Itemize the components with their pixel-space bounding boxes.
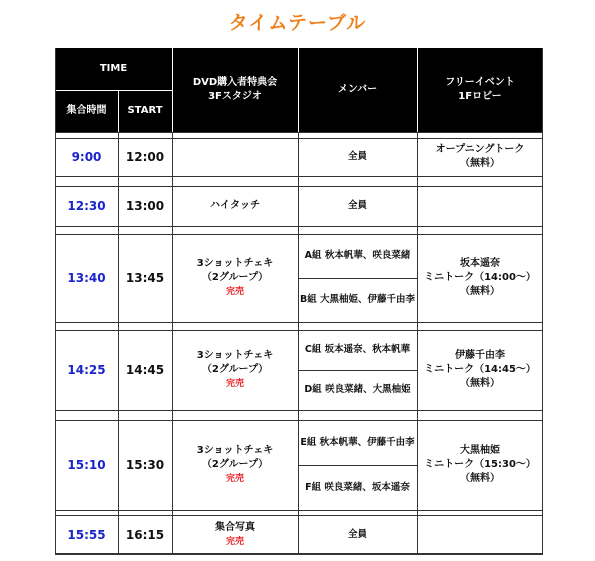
free-event-text: ミニトーク（14:45〜） [424,364,536,375]
member-group: C組 坂本遥奈、秋本帆華 [304,344,411,355]
header-start [118,90,172,132]
free-event-text: （無料） [460,378,500,389]
start-time: 13:00 [125,199,165,213]
member-group: E組 秋本帆華、伊藤千由李 [300,436,415,448]
header-shugo [55,90,118,132]
dvd-event-cell [172,330,298,410]
row-spacer-line [55,410,543,411]
gather-time-cell [55,138,118,176]
row-spacer-line [55,322,543,323]
gather-time: 15:10 [67,458,106,472]
start-time: 15:30 [125,458,165,472]
free-event-cell [417,186,543,226]
dvd-event-text: 集合写真 [215,521,255,533]
start-time-cell [118,420,172,510]
dvd-event-text: （2グループ） [201,364,269,375]
dvd-event-text: 3ショットチェキ [196,350,274,361]
header-free [417,48,543,132]
page-title: タイムテーブル [228,12,367,34]
dvd-event-cell [172,420,298,510]
header-free-venue: 1Fロビー [458,91,502,102]
free-event-text: 坂本遥奈 [460,258,500,269]
dvd-event-text: ハイタッチ [210,200,260,211]
member-all: 全員 [347,200,367,211]
row-spacer-line [55,132,543,133]
free-event-text: （無料） [460,473,500,484]
free-event-text: オープニングトーク [435,144,525,155]
header-divider [55,90,172,91]
start-time-cell [118,186,172,226]
free-event-text: 伊藤千由李 [455,350,505,361]
timetable [55,48,543,554]
dvd-event-cell [172,515,298,554]
header-divider [172,48,173,132]
dvd-event-text: （2グループ） [201,459,269,470]
free-event-cell [417,138,543,176]
free-event-cell [417,330,543,410]
row-bottom-line [55,554,543,555]
row-spacer-line [55,510,543,511]
gather-time-cell [55,186,118,226]
member-cell [298,515,417,554]
member-cell [298,186,417,226]
free-event-text: ミニトーク（15:30〜） [424,459,536,470]
header-divider [118,90,119,132]
dvd-event-text: （2グループ） [201,272,269,283]
soldout-badge: 完売 [225,379,244,389]
free-event-text: ミニトーク（14:00〜） [424,272,536,283]
gather-time-cell [55,420,118,510]
free-event-cell [417,515,543,554]
soldout-badge: 完売 [225,287,244,297]
header-dvd [172,48,298,132]
row-spacer-line [55,176,543,177]
free-event-text: （無料） [460,286,500,297]
member-all: 全員 [347,151,367,162]
header-shugo-label: 集合時間 [66,105,107,116]
header-start-label: START [127,105,163,116]
dvd-event-text: 3ショットチェキ [196,258,274,269]
member-all: 全員 [347,528,367,540]
free-event-text: （無料） [460,158,500,169]
free-event-cell [417,420,543,510]
start-time-cell [118,330,172,410]
header-members [298,48,417,132]
dvd-event-cell [172,186,298,226]
header-free-label: フリーイベント [445,77,515,88]
member-group-cell [298,420,417,465]
start-time: 16:15 [125,527,165,542]
dvd-event-cell [172,138,298,176]
member-group: A組 秋本帆華、咲良菜緒 [304,250,411,261]
dvd-event-text: 3ショットチェキ [196,445,274,456]
member-group-cell [298,465,417,510]
free-event-cell [417,234,543,322]
gather-time-cell [55,330,118,410]
gather-time: 15:55 [67,527,106,542]
free-event-text: 大黒柚姫 [460,445,500,456]
soldout-badge: 完売 [225,474,244,484]
header-divider [298,48,299,132]
header-divider [417,48,418,132]
start-time-cell [118,515,172,554]
member-group-cell [298,330,417,370]
header-members-label: メンバー [337,84,378,95]
start-time: 14:45 [125,363,165,377]
header-time [55,48,172,90]
start-time: 13:45 [125,271,165,285]
gather-time-cell [55,234,118,322]
member-group: D組 咲良菜緒、大黒柚姫 [304,384,411,395]
start-time: 12:00 [125,150,165,164]
gather-time: 13:40 [67,271,106,285]
header-dvd-venue: 3Fスタジオ [208,91,262,102]
gather-time: 9:00 [71,150,102,164]
gather-time-cell [55,515,118,554]
member-group-cell [298,370,417,410]
member-group-cell [298,278,417,322]
dvd-event-cell [172,234,298,322]
start-time-cell [118,234,172,322]
header-dvd-label: DVD購入者特典会 [192,77,278,88]
member-group: B組 大黒柚姫、伊藤千由李 [299,294,416,305]
start-time-cell [118,138,172,176]
header-time-label: TIME [99,63,128,74]
row-spacer-line [55,226,543,227]
gather-time: 14:25 [67,363,106,377]
gather-time: 12:30 [67,199,106,213]
member-group-cell [298,234,417,278]
member-group: F組 咲良菜緒、坂本遥奈 [305,481,410,493]
soldout-badge: 完売 [225,536,244,547]
member-cell [298,138,417,176]
